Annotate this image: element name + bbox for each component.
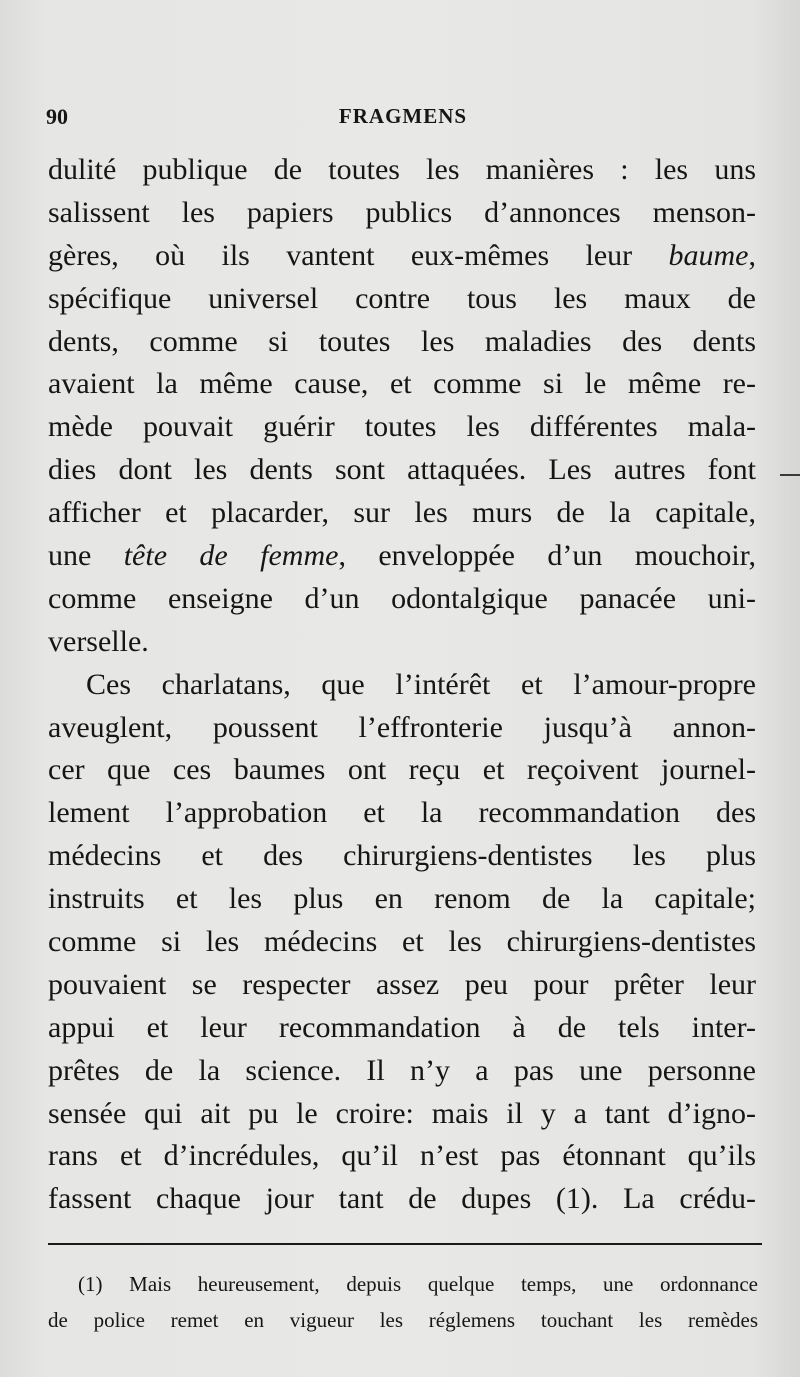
text-line: comme enseigne d’un odontalgique panacée uni-: [48, 581, 756, 615]
italic-term: baume: [668, 238, 749, 272]
margin-mark: [780, 474, 800, 476]
page-number: 90: [46, 104, 68, 129]
running-title: FRAGMENS: [338, 104, 468, 128]
italic-term: tête de femme: [123, 539, 339, 573]
text-line: pouvaient se respecter assez peu pour prêter leur: [48, 967, 756, 1001]
text-line: prêtes de la science. Il n’y a pas une personne: [48, 1053, 756, 1087]
text-line: verselle.: [48, 624, 149, 658]
text-line: aveuglent, poussent l’effronterie jusqu’à annon-: [48, 710, 756, 744]
text-line: gères, où ils vantent eux-mêmes leur baume,: [48, 238, 756, 272]
text-line: fassent chaque jour tant de dupes (1). La crédu-: [48, 1182, 756, 1216]
text-line: mède pouvait guérir toutes les différentes mala-: [48, 410, 756, 444]
page-header: [46, 104, 760, 136]
text-line: dies dont les dents sont attaquées. Les autres font: [48, 453, 756, 487]
text-line: rans et d’incrédules, qu’il n’est pas étonnant qu’ils: [48, 1139, 756, 1173]
text-line: instruits et les plus en renom de la capitale;: [48, 882, 756, 916]
footnote: [48, 1266, 758, 1338]
text-line: dents, comme si toutes les maladies des dents: [48, 324, 756, 358]
text-line: appui et leur recommandation à de tels inter-: [48, 1010, 756, 1044]
text-line: dulité publique de toutes les manières : les uns: [48, 153, 756, 186]
body-text: [48, 149, 756, 1221]
footnote-line: (1) Mais heureusement, depuis quelque temps, une ordonnance: [78, 1272, 758, 1296]
footnote-divider: [48, 1243, 762, 1245]
text-line: avaient la même cause, et comme si le même re-: [48, 367, 756, 401]
text-line: salissent les papiers publics d’annonces menson-: [48, 195, 756, 229]
text-line: médecins et des chirurgiens-dentistes les plus: [48, 839, 756, 873]
text-line: cer que ces baumes ont reçu et reçoivent journel-: [48, 753, 756, 787]
footnote-line: de police remet en vigueur les réglemens touchant les remèdes: [48, 1308, 758, 1332]
text-line: lement l’approbation et la recommandation des: [48, 796, 756, 830]
text-line: afficher et placarder, sur les murs de la capitale,: [48, 496, 756, 530]
text-line: spécifique universel contre tous les maux de: [48, 281, 756, 315]
text-line: Ces charlatans, que l’intérêt et l’amour-propre: [86, 667, 756, 701]
text-line: sensée qui ait pu le croire: mais il y a tant d’igno-: [48, 1096, 756, 1130]
text-line: comme si les médecins et les chirurgiens-dentistes: [48, 925, 756, 959]
text-line: une tête de femme, enveloppée d’un mouchoir,: [48, 539, 756, 573]
